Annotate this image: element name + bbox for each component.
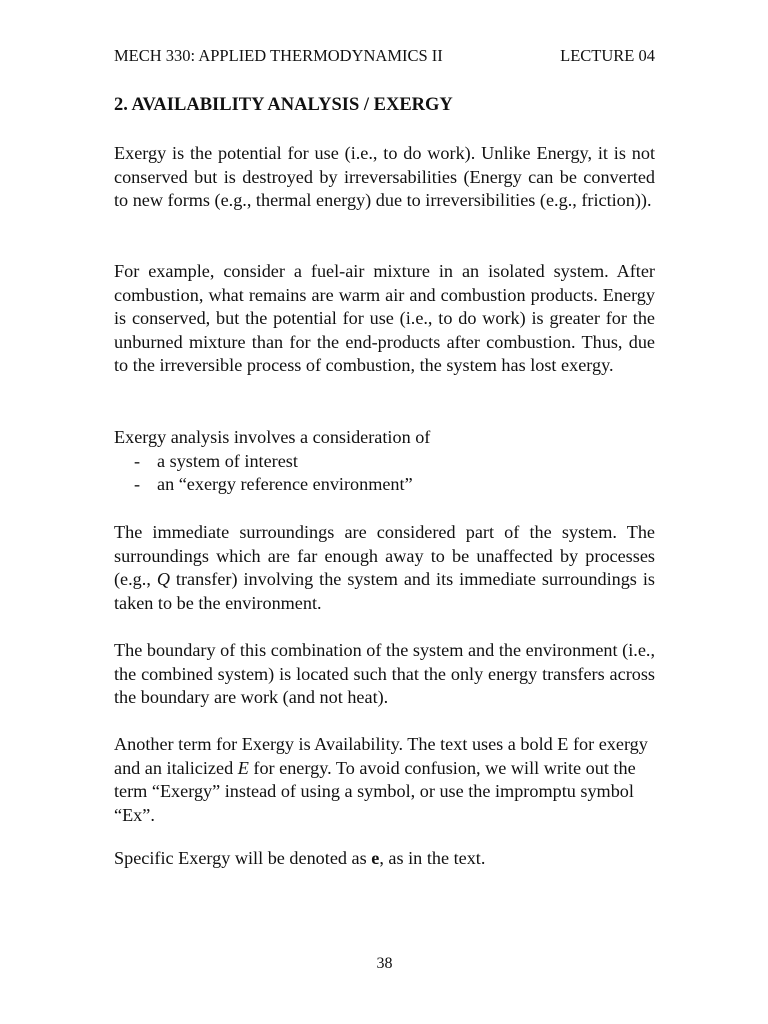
list-item bbox=[114, 450, 655, 474]
list-item bbox=[114, 473, 655, 497]
energy-symbol-e: E bbox=[237, 757, 249, 778]
specific-exergy-text-start: Specific Exergy will be denoted as bbox=[114, 848, 372, 868]
heat-symbol-q: Q bbox=[156, 569, 170, 590]
paragraph-availability-term bbox=[114, 733, 655, 827]
list-item-text: a system of interest bbox=[157, 450, 298, 471]
considerations-intro: Exergy analysis involves a consideration of bbox=[114, 427, 431, 447]
specific-exergy-symbol: e bbox=[371, 848, 380, 868]
paragraph-specific-exergy bbox=[114, 847, 655, 871]
section-heading: 2. AVAILABILITY ANALYSIS / EXERGY bbox=[114, 95, 453, 115]
bullet-dash: - bbox=[134, 450, 141, 471]
paragraph-boundary: The boundary of this combination of the system and the environment (i.e., the combined system) is located such that the only energy transfers across the boundary are work (and not heat). bbox=[114, 640, 655, 708]
specific-exergy-text-end: , as in the text. bbox=[379, 848, 486, 868]
surroundings-text-start: The immediate surroundings are considered part of the system. The surroundings which are far enough away to be unaffected by processes (e.g., bbox=[114, 522, 655, 590]
lecture-label: LECTURE 04 bbox=[560, 46, 655, 65]
paragraph-exergy-definition: Exergy is the potential for use (i.e., to do work). Unlike Energy, it is not conserved but is destroyed by irreversabilities (Energy can be converted to new forms (e.g., thermal energy) due to irreversibilities (e.g., friction)). bbox=[114, 143, 655, 211]
paragraph-surroundings bbox=[114, 521, 655, 615]
paragraph-combustion-example: For example, consider a fuel-air mixture in an isolated system. After combustion, what remains are warm air and combustion products. Energy is conserved, but the potential for use (i.e., to do work) is greater for the unburned mixture than for the end-products after combustion. Thus, due to the irreversible process of combustion, the system has lost exergy. bbox=[114, 261, 655, 376]
bullet-dash: - bbox=[134, 474, 141, 495]
course-title: MECH 330: APPLIED THERMODYNAMICS II bbox=[114, 46, 443, 65]
availability-text-start: Another term for Exergy is Availability. The text uses a bold E for exergy and an italicized bbox=[114, 734, 648, 778]
considerations-list bbox=[114, 450, 655, 497]
surroundings-text-end: transfer) involving the system and its immediate surroundings is taken to be the environment. bbox=[114, 569, 655, 613]
list-item-text: an “exergy reference environment” bbox=[157, 474, 413, 495]
page-number: 38 bbox=[376, 955, 393, 972]
availability-text-end: for energy. To avoid confusion, we will write out the term “Exergy” instead of using a symbol, or use the impromptu symbol “Ex”. bbox=[114, 757, 636, 825]
paragraph-analysis-considerations bbox=[114, 426, 655, 497]
